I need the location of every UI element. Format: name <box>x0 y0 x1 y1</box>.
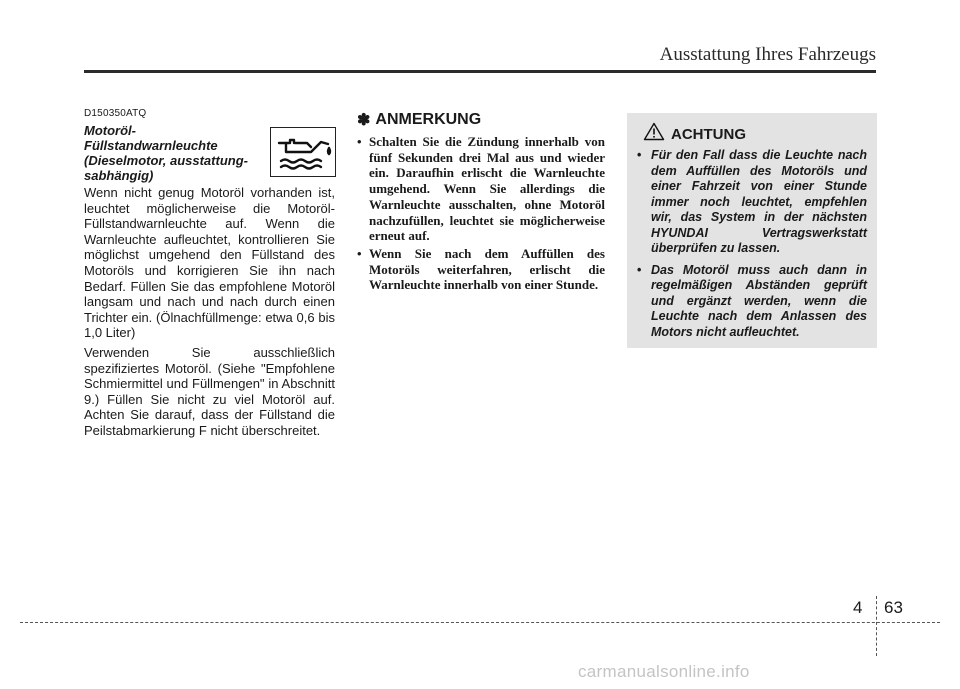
caution-heading <box>643 122 867 146</box>
caution-list <box>637 148 867 340</box>
note-block <box>357 110 605 295</box>
watermark: carmanualsonline.info <box>578 662 750 681</box>
oil-can-warning-icon <box>270 127 336 177</box>
section-body <box>84 185 335 439</box>
caution-box <box>627 113 877 348</box>
chapter-number: 4 <box>853 598 863 617</box>
note-item: • Wenn Sie nach dem Auffüllen des Motoröls weiterfahren, erlischt die Warnleuchte innerhalb von einer Stunde. <box>357 246 605 293</box>
footer-dashed-rule <box>20 622 940 623</box>
footer-dashed-divider <box>876 596 877 656</box>
section-code: D150350ATQ <box>84 108 147 119</box>
caution-item: • Für den Fall dass die Leuchte nach dem Auffüllen des Motoröls und einer Fahrzeit von einer Stunde immer noch leuchtet, empfehlen wir, das System in der nächsten HYUNDAI Vertragswerkstatt überprüfen zu lassen. <box>637 148 867 257</box>
section-paragraph: Wenn nicht genug Motoröl vorhanden ist, leuchtet möglicherweise die Motoröl-Füllstandwarnleuchte auf. Wenn die Warnleuchte aufleuchtet, kontrollieren Sie möglichst umgehend den Füllstand des Motoröls und korrigieren Sie ihn nach Bedarf. Füllen Sie das empfohlene Motoröl langsam und nach und nach durch einen Trichter ein. (Ölnachfüllmenge: etwa 0,6 bis 1,0 Liter) <box>84 185 335 341</box>
caution-item: • Das Motoröl muss auch dann in regelmäßigen Abständen geprüft und ergänzt werden, wenn die Leuchte nach dem Anlassen des Motors nicht aufleuchtet. <box>637 263 867 341</box>
note-item: • Schalten Sie die Zündung innerhalb von fünf Sekunden drei Mal aus und wieder ein. Daraufhin erlischt die Warnleuchte umgehend. Wenn Sie allerdings die Warnleuchte ausschalten, ohne Motoröl nachzufüllen, leuchtet sie möglicherweise erneut auf. <box>357 134 605 244</box>
note-list <box>357 134 605 293</box>
warning-triangle-icon <box>643 122 665 146</box>
page-number: 63 <box>884 598 903 617</box>
section-heading: Motoröl-Füllstandwarnleuchte (Dieselmotor, ausstattung-sabhängig) <box>84 123 248 183</box>
note-star-icon: ✽ <box>357 112 371 129</box>
caution-title: ACHTUNG <box>671 125 746 143</box>
section-oil-warning <box>84 108 335 443</box>
header-rule <box>84 70 876 73</box>
note-heading <box>357 110 605 130</box>
section-paragraph: Verwenden Sie ausschließlich spezifiziertes Motoröl. (Siehe "Empfohlene Schmiermittel und Füllmengen" in Abschnitt 9.) Füllen Sie nicht zu viel Motoröl auf. Achten Sie darauf, dass der Füllstand die Peilstabmarkierung F nicht überschreitet. <box>84 344 335 438</box>
page-header-title: Ausstattung Ihres Fahrzeugs <box>659 44 876 65</box>
note-title: ANMERKUNG <box>375 111 482 128</box>
